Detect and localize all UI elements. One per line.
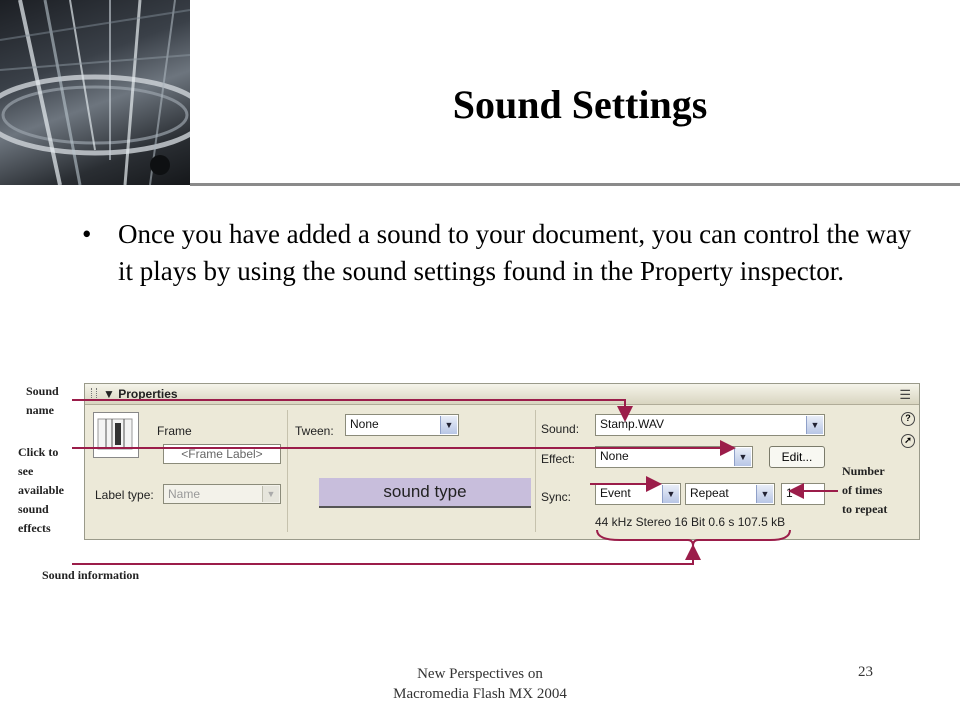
slide-title: Sound Settings (452, 82, 708, 127)
help-icon[interactable]: ? (901, 412, 915, 426)
frame-icon (93, 412, 139, 458)
frame-label: Frame (157, 424, 192, 438)
effect-select[interactable] (595, 446, 753, 468)
inspector-title-bar[interactable] (85, 384, 919, 405)
repeat-count-input[interactable]: 1 (781, 483, 825, 505)
divider (287, 410, 288, 532)
sound-value: Stamp.WAV (600, 417, 665, 431)
edit-accessibility-icon[interactable]: ➚ (901, 434, 915, 448)
callout-sound-information: Sound information (42, 568, 140, 582)
page-number: 23 (858, 664, 873, 680)
sync-value: Event (600, 486, 631, 500)
callout-line: effects (18, 521, 51, 535)
header-photo (0, 0, 190, 185)
inspector-title: ▼ Properties (103, 387, 178, 401)
callout-line: see (18, 464, 34, 478)
edit-button[interactable]: Edit... (769, 446, 825, 468)
bullet-dot: • (82, 219, 92, 249)
sound-select[interactable] (595, 414, 825, 436)
callout-line: to repeat (842, 502, 888, 516)
footer-line: New Perspectives on (417, 666, 543, 682)
chevron-down-icon[interactable]: ▼ (734, 448, 751, 466)
chevron-down-icon[interactable]: ▼ (756, 485, 773, 503)
tween-select[interactable] (345, 414, 459, 436)
chevron-down-icon[interactable]: ▼ (806, 416, 823, 434)
effect-label: Effect: (541, 452, 575, 466)
sound-info: 44 kHz Stereo 16 Bit 0.6 s 107.5 kB (595, 515, 786, 529)
grip-icon[interactable] (91, 388, 97, 400)
options-menu-icon[interactable]: ☰ (899, 387, 911, 402)
callout-line: sound (18, 502, 49, 516)
callout-line: Sound (26, 384, 59, 398)
callout-repeat-count (842, 462, 887, 519)
repeat-value: Repeat (690, 486, 729, 500)
label-type-value: Name (168, 487, 201, 501)
callout-sound-name (26, 382, 59, 420)
inspector-title-label: Properties (118, 387, 178, 401)
divider (535, 410, 536, 532)
callout-sound-effects (18, 443, 64, 538)
tween-value: None (350, 417, 379, 431)
footer (330, 664, 630, 704)
label-type-select (163, 484, 281, 504)
header-rule (190, 183, 960, 186)
repeat-select[interactable] (685, 483, 775, 505)
callout-line: Number (842, 464, 885, 478)
bullet-text: Once you have added a sound to your document, you can control the way it plays by using the sound settings found in the Property inspector. (118, 219, 912, 286)
bullet-point (82, 216, 912, 290)
chevron-down-icon[interactable]: ▼ (662, 485, 679, 503)
chevron-down-icon: ▼ (262, 486, 279, 502)
callout-line: Click to (18, 445, 59, 459)
sound-label: Sound: (541, 422, 580, 436)
callout-line: of times (842, 483, 883, 497)
sync-label: Sync: (541, 490, 572, 504)
sync-select[interactable] (595, 483, 681, 505)
footer-line: Macromedia Flash MX 2004 (393, 686, 567, 702)
frame-label-input[interactable]: <Frame Label> (163, 444, 281, 464)
sound-type-highlight: sound type (319, 478, 531, 508)
label-type-label: Label type: (95, 488, 154, 502)
callout-line: available (18, 483, 65, 497)
property-inspector (84, 383, 920, 540)
effect-value: None (600, 449, 629, 463)
chevron-down-icon[interactable]: ▼ (440, 416, 457, 434)
callout-line: name (26, 403, 54, 417)
tween-label: Tween: (295, 424, 334, 438)
